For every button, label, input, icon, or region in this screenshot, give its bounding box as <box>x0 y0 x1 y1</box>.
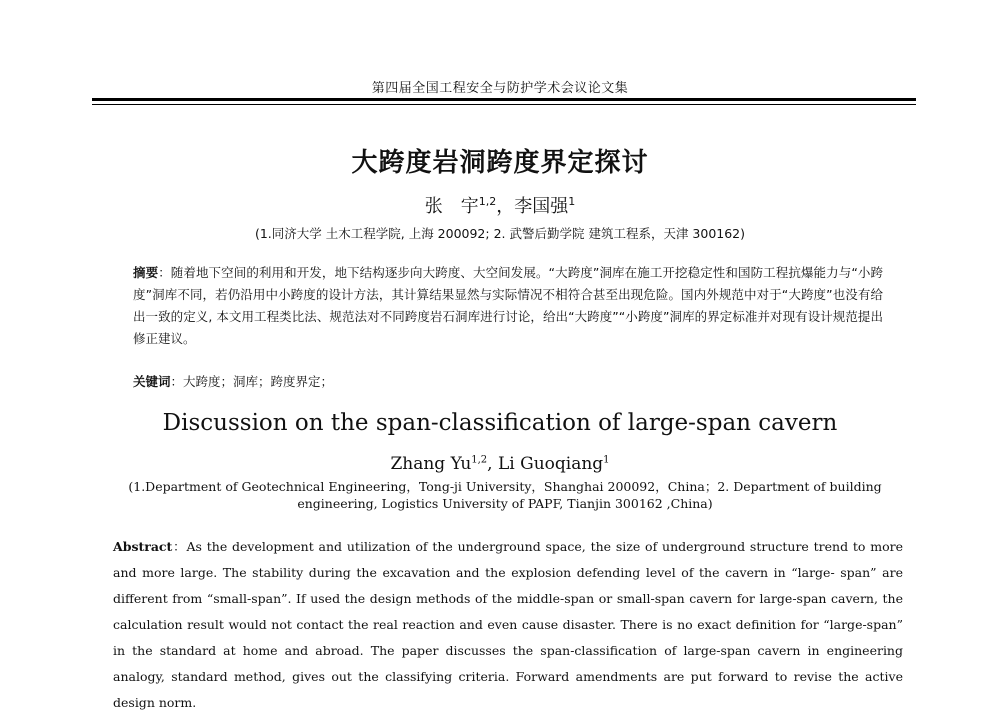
author-separator: , <box>487 454 498 474</box>
author-separator: ， <box>496 196 515 217</box>
author-name: Zhang Yu <box>390 454 472 474</box>
author-affiliation-mark: 1,2 <box>478 195 497 208</box>
author-affiliation-mark: 1,2 <box>471 454 488 466</box>
running-header: 第四届全国工程安全与防护学术会议论文集 <box>371 81 629 96</box>
affiliation-english: (1.Department of Geotechnical Engineering，Tong-ji University，Shanghai 200092，China；2. Department of building engineering, Logistics University of PAPF, Tianjin 300162 ,China) <box>128 479 882 511</box>
abstract-label: 摘要 <box>133 265 159 280</box>
abstract-english <box>113 534 903 716</box>
header-rule-thin <box>92 104 916 105</box>
author-name: Li Guoqiang <box>497 454 604 474</box>
abstract-chinese <box>133 262 883 350</box>
author-affiliation-mark: 1 <box>568 195 576 208</box>
author-name: 张 宇 <box>424 196 479 217</box>
title-chinese: 大跨度岩洞跨度界定探讨 <box>351 148 649 178</box>
header-rule-thick <box>92 98 916 101</box>
authors-chinese <box>0 192 1000 218</box>
keywords-text: ：大跨度；洞库；跨度界定； <box>170 374 334 389</box>
abstract-text: ：As the development and utilization of the underground space, the size of underground structure trend to more and more large. The stability during the excavation and the explosion defending level of the cavern in “large- span” are different from “small-span”. If used the design methods of the middle-span or small-span cavern for large-span cavern, the calculation result would not contact the real reaction and even cause disaster. There is no exact definition for “large-span” in the standard at home and abroad. The paper discusses the span-classification of large-span cavern in engineering analogy, standard method, gives out the classifying criteria. Forward amendments are put forward to revise the active design norm. <box>113 539 903 710</box>
authors-english <box>0 454 1000 474</box>
affiliation-chinese: (1.同济大学 土木工程学院, 上海 200092; 2. 武警后勤学院 建筑工程系，天津 300162) <box>254 226 746 241</box>
author-affiliation-mark: 1 <box>603 454 610 466</box>
abstract-text: ：随着地下空间的利用和开发，地下结构逐步向大跨度、大空间发展。“大跨度”洞库在施工开挖稳定性和国防工程抗爆能力与“小跨度”洞库不同，若仍沿用中小跨度的设计方法，其计算结果显然与实际情况不相符合甚至出现危险。国内外规范中对于“大跨度”也没有给出一致的定义, 本文用工程类比法、规范法对不同跨度岩石洞库进行讨论，给出“大跨度”“小跨度”洞库的界定标准并对现有设计规范提出修正建议。 <box>133 265 883 346</box>
abstract-label: Abstract <box>113 539 173 554</box>
keywords-chinese <box>133 372 883 390</box>
title-english: Discussion on the span-classification of large-span cavern <box>162 410 838 436</box>
author-name: 李国强 <box>514 196 569 217</box>
keywords-label: 关键词 <box>133 374 171 389</box>
